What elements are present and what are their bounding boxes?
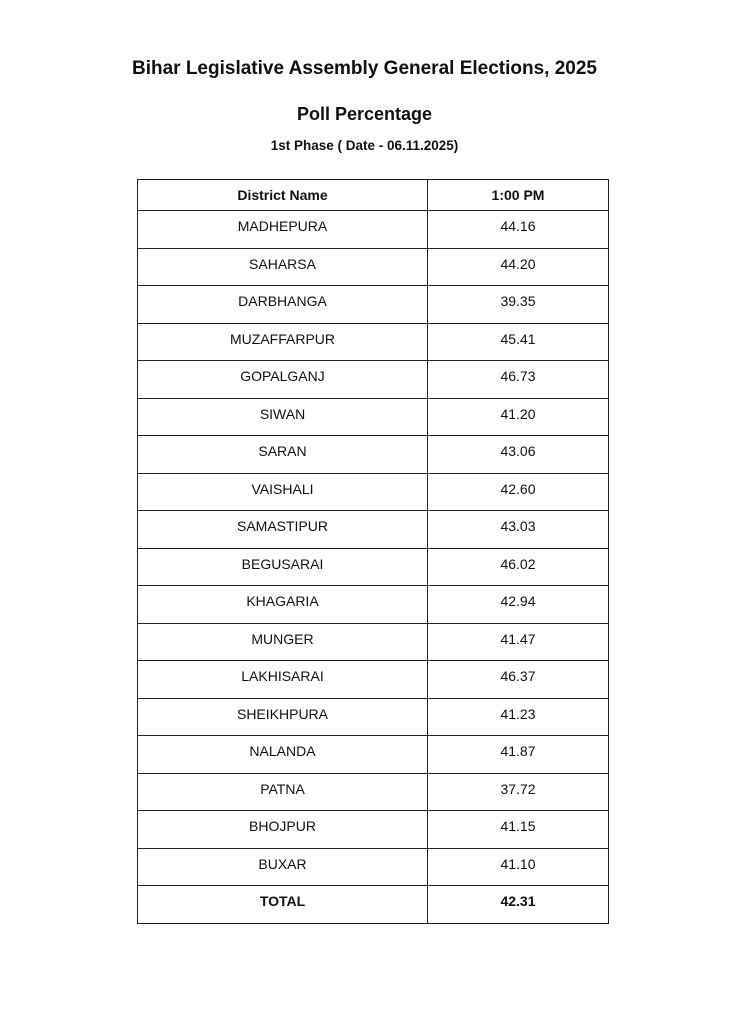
poll-percentage-table [137, 179, 609, 924]
poll-percentage-cell: 42.94 [428, 586, 609, 624]
district-name-cell: LAKHISARAI [138, 661, 428, 699]
poll-percentage-cell: 41.47 [428, 623, 609, 661]
table-body [138, 211, 609, 886]
table-row [138, 511, 609, 549]
total-label: TOTAL [138, 886, 428, 924]
district-name-cell: PATNA [138, 773, 428, 811]
table-row [138, 623, 609, 661]
poll-percentage-cell: 44.16 [428, 211, 609, 249]
poll-percentage-cell: 42.60 [428, 473, 609, 511]
district-name-header: District Name [138, 180, 428, 211]
table-row [138, 398, 609, 436]
district-name-cell: SHEIKHPURA [138, 698, 428, 736]
poll-percentage-cell: 46.37 [428, 661, 609, 699]
document-subtitle: Poll Percentage [296, 104, 433, 124]
table-row [138, 473, 609, 511]
poll-percentage-cell: 46.02 [428, 548, 609, 586]
poll-percentage-cell: 41.87 [428, 736, 609, 774]
table-row [138, 548, 609, 586]
table-header [138, 180, 609, 211]
table-row [138, 661, 609, 699]
poll-percentage-cell: 41.10 [428, 848, 609, 886]
table-row [138, 361, 609, 399]
header-row [138, 180, 609, 211]
poll-percentage-cell: 46.73 [428, 361, 609, 399]
district-name-cell: MUNGER [138, 623, 428, 661]
district-name-cell: DARBHANGA [138, 286, 428, 324]
district-name-cell: NALANDA [138, 736, 428, 774]
district-name-cell: SIWAN [138, 398, 428, 436]
table-row [138, 248, 609, 286]
poll-percentage-cell: 45.41 [428, 323, 609, 361]
table-row [138, 736, 609, 774]
poll-percentage-cell: 41.23 [428, 698, 609, 736]
district-name-cell: KHAGARIA [138, 586, 428, 624]
district-name-cell: VAISHALI [138, 473, 428, 511]
table-footer [138, 886, 609, 924]
district-name-cell: SARAN [138, 436, 428, 474]
poll-percentage-cell: 37.72 [428, 773, 609, 811]
table-row [138, 436, 609, 474]
poll-percentage-cell: 39.35 [428, 286, 609, 324]
table-row [138, 773, 609, 811]
total-value: 42.31 [428, 886, 609, 924]
district-name-cell: BUXAR [138, 848, 428, 886]
table-row [138, 698, 609, 736]
district-name-cell: BHOJPUR [138, 811, 428, 849]
poll-percentage-cell: 41.20 [428, 398, 609, 436]
document-title: Bihar Legislative Assembly General Elections, 2025 [131, 58, 597, 79]
table-row [138, 286, 609, 324]
table-row [138, 323, 609, 361]
district-name-cell: SAHARSA [138, 248, 428, 286]
time-header: 1:00 PM [428, 180, 609, 211]
district-name-cell: SAMASTIPUR [138, 511, 428, 549]
district-name-cell: GOPALGANJ [138, 361, 428, 399]
table-row [138, 586, 609, 624]
poll-percentage-cell: 41.15 [428, 811, 609, 849]
district-name-cell: BEGUSARAI [138, 548, 428, 586]
table-row [138, 811, 609, 849]
phase-date: 1st Phase ( Date - 06.11.2025) [270, 138, 459, 153]
table-row [138, 211, 609, 249]
district-name-cell: MUZAFFARPUR [138, 323, 428, 361]
total-row [138, 886, 609, 924]
poll-percentage-cell: 43.06 [428, 436, 609, 474]
poll-percentage-cell: 44.20 [428, 248, 609, 286]
poll-percentage-cell: 43.03 [428, 511, 609, 549]
table-row [138, 848, 609, 886]
district-name-cell: MADHEPURA [138, 211, 428, 249]
